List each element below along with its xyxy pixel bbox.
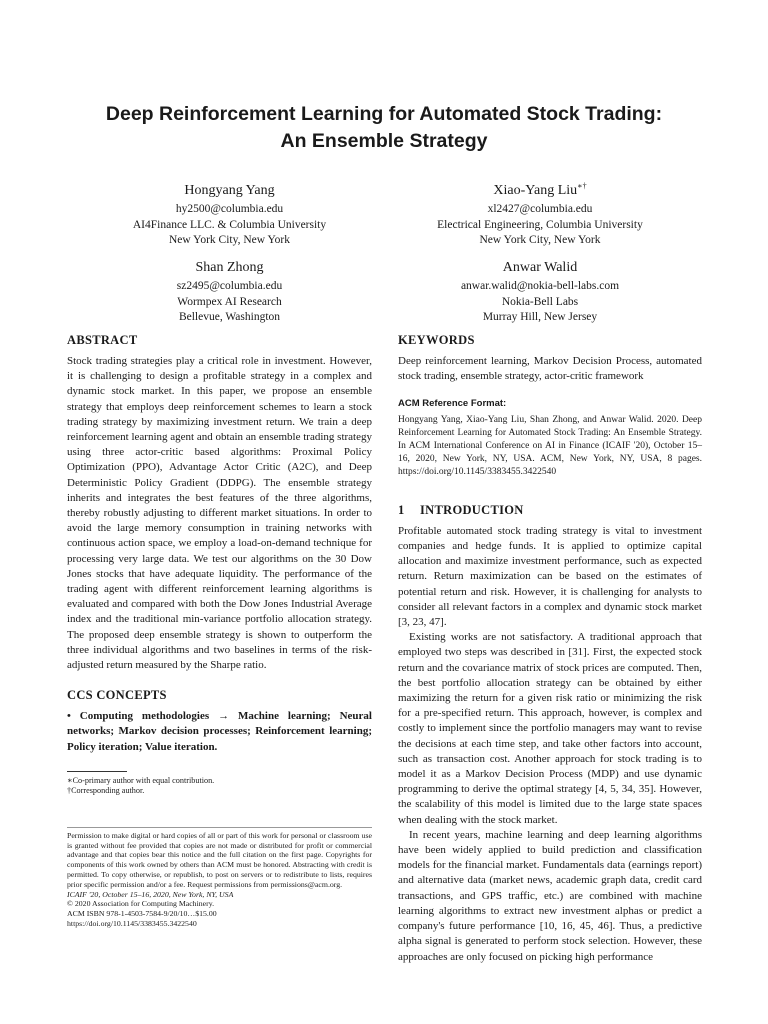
author-block: [122, 259, 337, 326]
ccs-heading: CCS CONCEPTS: [67, 688, 167, 703]
introduction-heading: [398, 503, 702, 518]
title-line-2: An Ensemble Strategy: [280, 130, 488, 152]
section-title: INTRODUCTION: [420, 502, 524, 517]
author-location: Murray Hill, New Jersey: [482, 311, 598, 323]
abstract-text: Stock trading strategies play a critical role in investment. However, it is challenging to design a profitable strategy in a complex and dynamic stock market. In this paper, we propose an ensemble strategy that employs deep reinforcement schemes to learn a stock trading strategy by maximizing investment return. We train a deep reinforcement learning agent and obtain an ensemble trading strategy using three actor-critic based algorithms: Proximal Policy Optimization (PPO), Advantage Actor Critic (A2C), and Deep Deterministic Policy Gradient (DDPG). The ensemble strategy inherits and integrates the best features of the three algorithms, thereby robustly adjusting to different market situations. In order to avoid the large memory consumption in training networks with continuous action space, we employ a load-on-demand technique for processing very large data. We test our algorithms on the 30 Dow Jones stocks that have adequate liquidity. The performance of the trading agent with different reinforcement learning algorithms is evaluated and compared with both the Dow Jones Industrial Average index and the traditional min-variance portfolio allocation strategy. The proposed deep ensemble strategy is shown to outperform the three individual algorithms and two baselines in terms of the risk-adjusted return measured by the Sharpe ratio.: [67, 355, 372, 672]
intro-paragraph: Profitable automated stock trading strategy is vital to investment companies and hedge funds. It is applied to optimize capital allocation and maximize investment performance, such as expected return. Return maximization can be based on the estimates of potential return and risk. However, it is challenging for analysts to consider all relevant factors in a complex and dynamic stock market [3, 23, 47].: [398, 524, 702, 629]
intro-paragraph: Existing works are not satisfactory. A traditional approach that employed two steps was described in [31]. First, the expected stock return and the covariance matrix of stock prices are computed. Then, the best portfolio allocation strategy can be obtained by either maximizing the return for a given risk ratio or minimizing the risk for a pre-specified return. This approach, however, is complex and costly to implement since the portfolio managers may want to revise the decisions at each time step, and take other factors into account, such as transaction cost. Another approach for stock trading is to model it as a Markov Decision Process (MDP) and use dynamic programming to derive the optimal strategy [4, 5, 34, 35]. However, the scalability of this model is limited due to the large state spaces when dealing with the stock market.: [398, 631, 702, 826]
author-block: [122, 182, 337, 249]
paper-title: [0, 101, 768, 155]
author-name: Hongyang Yang: [184, 183, 275, 198]
author-name: Shan Zhong: [195, 260, 264, 275]
footnote: ∗Co-primary author with equal contribution.: [67, 775, 215, 785]
author-affiliation: Electrical Engineering, Columbia University: [437, 218, 643, 231]
author-email[interactable]: anwar.walid@nokia-bell-labs.com: [460, 280, 620, 292]
keywords-heading: KEYWORDS: [398, 333, 475, 347]
ref-format-text: Hongyang Yang, Xiao-Yang Liu, Shan Zhong, and Anwar Walid. 2020. Deep Reinforcement Learning for Automated Stock Trading: An Ensemble Strategy. In ACM International Conference on AI in Finance (ICAIF '20), October 15–16, 2020, New York, NY, USA. ACM, New York, NY, USA, 8 pages. https://doi.org/10.1145/3383455.3422540: [398, 414, 702, 477]
section-number: 1: [398, 502, 405, 517]
author-block: [420, 259, 660, 326]
abstract-heading: ABSTRACT: [67, 333, 138, 347]
author-email[interactable]: sz2495@columbia.edu: [176, 280, 283, 292]
left-column: [67, 332, 372, 929]
author-mark: ∗†: [577, 181, 587, 191]
author-name: [420, 182, 660, 200]
conference-info: ICAIF '20, October 15–16, 2020, New York, NY, USA: [67, 889, 234, 899]
footnote: †Corresponding author.: [67, 786, 145, 796]
author-location: New York City, New York: [479, 234, 601, 246]
author-location: Bellevue, Washington: [178, 311, 281, 323]
author-name-text: Xiao-Yang Liu: [493, 183, 578, 198]
author-email[interactable]: xl2427@columbia.edu: [487, 203, 593, 215]
author-affiliation: Wormpex AI Research: [177, 295, 282, 308]
author-affiliation: AI4Finance LLC. & Columbia University: [132, 218, 327, 231]
intro-paragraph: In recent years, machine learning and deep learning algorithms have been widely applied to build prediction and classification models for the financial market. Fundamentals data (earnings report) and alternative data (market news, academic graph data, credit card transactions, and GPS traffic, etc.) are combined with machine learning algorithms to extract new investment alphas or predict a company's future performance [10, 16, 45, 46]. Thus, a predictive alpha signal is generated to perform stock selection. However, these approaches are only focused on picking high performance: [398, 828, 702, 963]
ccs-concepts: [67, 709, 372, 755]
author-location: New York City, New York: [169, 234, 290, 246]
keywords-text: Deep reinforcement learning, Markov Decision Process, automated stock trading, ensemble strategy, actor-critic framework: [398, 355, 702, 383]
author-affiliation: Nokia-Bell Labs: [501, 295, 579, 308]
ref-format-heading: ACM Reference Format:: [398, 398, 507, 410]
permission-block: [67, 827, 372, 929]
doi-link[interactable]: https://doi.org/10.1145/3383455.3422540: [67, 919, 197, 929]
copyright: © 2020 Association for Computing Machinery.: [67, 899, 215, 909]
author-email[interactable]: hy2500@columbia.edu: [175, 203, 284, 215]
author-name: Anwar Walid: [502, 260, 578, 275]
ccs-text: • Computing methodologies → Machine learning; Neural networks; Markov decision processes; Reinforcement learning; Policy iteration; Value iteration.: [67, 710, 372, 753]
title-line-1: Deep Reinforcement Learning for Automated Stock Trading:: [105, 103, 663, 125]
footnote-divider: [67, 771, 127, 772]
isbn: ACM ISBN 978-1-4503-7584-9/20/10…$15.00: [67, 909, 217, 919]
right-column: [398, 332, 702, 965]
permission-text: Permission to make digital or hard copies of all or part of this work for personal or classroom use is granted without fee provided that copies are not made or distributed for profit or commercial advantage and that copies bear this notice and the full citation on the first page. Copyrights for components of this work owned by others than ACM must be honored. Abstracting with credit is permitted. To copy otherwise, or republish, to post on servers or to redistribute to lists, requires prior specific permission and/or a fee. Request permissions from permissions@acm.org.: [67, 830, 372, 889]
author-block: [420, 182, 660, 249]
